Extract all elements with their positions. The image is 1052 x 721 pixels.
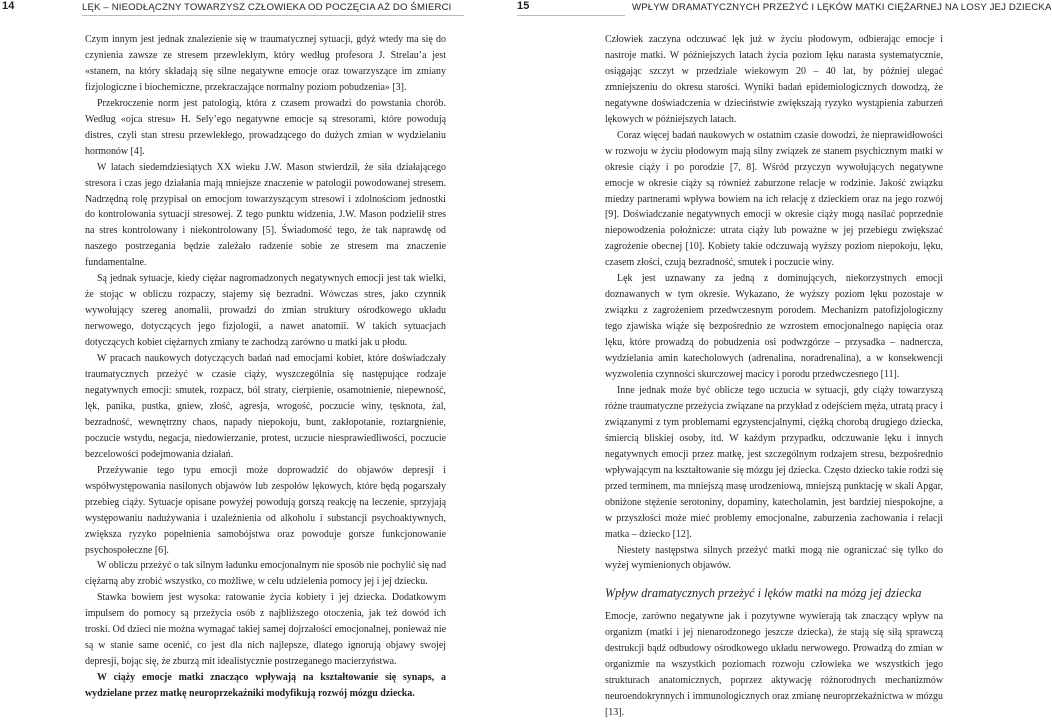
left-paragraph: Stawka bowiem jest wysoka: ratowanie życia kobiety i jej dziecka. Dodatkowym impulsem do pomocy są przeżycia osób z najbliższego otoczenia, jak też dowód ich troski. Od dzieci nie można wymagać takiej samej dojrzałości emocjonalnej, ponieważ nie są w stanie same ocenić, co jest dla nich najlepsze, dlatego ignorują objawy swojej depresji, bojąc się, że zburzą mit idealistycznie postrzeganego macierzyństwa. — [85, 592, 446, 668]
right-running-title: WPŁYW DRAMATYCZNYCH PRZEŻYĆ I LĘKÓW MATKI CIĘŻARNEJ NA LOSY JEJ DZIECKA — [632, 2, 1052, 13]
right-running-header — [492, 0, 1052, 15]
right-paragraph: Coraz więcej badań naukowych w ostatnim czasie dowodzi, że nieprawidłowości w rozwoju w życiu płodowym mają silny związek ze stanem psychicznym matki w okresie ciąży i po porodzie [7, 8]. Wśród przyczyn wywołujących negatywne emocje w okresie ciąży są również zaburzone relacje w rodzinie. Jakość związku miedzy partnerami wpływa bowiem na ich relację z dzieckiem oraz na jego rozwój [9]. Doświadczanie negatywnych emocji w okresie ciąży mogą nasilać poprzednie niepowodzenia położnicze: utrata ciąży lub poważne w jej przebiegu zwiększać zagrożenie obecnej [10]. Kobiety takie odczuwają wyższy poziom niepokoju, lęku, czasem złości, czują bezradność, smutek i poczucie winy. — [605, 129, 943, 269]
right-paragraph: Człowiek zaczyna odczuwać lęk już w życiu płodowym, odbierając emocje i nastroje matki. W późniejszych latach życia poziom lęku narasta systematycznie, osiągając szczyt w przedziale wiekowym 20 – 40 lat, by później ulegać zmniejszeniu do okresu starości. Wyniki badań epidemiologicznych dowodzą, że negatywne doświadczenia w dzieciństwie zwiększają ryzyko wystąpienia zaburzeń lękowych w późniejszych latach. — [605, 34, 943, 125]
left-paragraph: W latach siedemdziesiątych XX wieku J.W. Mason stwierdził, że siła działającego stresora i czas jego działania mają mniejsze znaczenie w patologii powodowanej stresem. Nadrzędną rolę przypisał on emocjom towarzyszącym stresowi i zdolnościom jednostki do kontrolowania sytuacji stresowej. Z tego punktu widzenia, J.W. Mason podzielił stres na stres kontrolowany i niekontrolowany [5]. Świadomość tego, że tak naprawdę od naszego postrzegania będzie zależało radzenie sobie ze stresem ma znaczenie fundamentalne. — [85, 161, 446, 269]
right-page-number: 15 — [517, 0, 530, 12]
left-paragraph: Przeżywanie tego typu emocji może doprowadzić do objawów depresji i współwystępowania nasilonych objawów lub zespołów lękowych, które będą pogarszały przebieg ciąży. Sytuacje opisane powyżej powodują gorszą reakcję na leczenie, sprzyjają występowaniu nadużywania i uzależnienia od alkoholu i substancji psychoaktywnych, zwiększa ryzyko popełnienia samobójstwa oraz powoduje gorsze funkcjonowanie psychospołeczne [6]. — [85, 464, 446, 556]
left-paragraph: Przekroczenie norm jest patologią, która z czasem prowadzi do powstania chorób. Według «ojca stresu» H. Sely’ego negatywne emocje są stresorami, które powodują distres, czyli stan stresu przewlekłego, prowadzącego do dużych zmian w wydzielaniu hormonów [4]. — [85, 97, 446, 157]
left-paragraph: Czym innym jest jednak znalezienie się w traumatycznej sytuacji, gdyż wtedy ma się do czynienia zawsze ze stresem przewlekłym, który według profesora J. Strelau’a jest «stanem, na który składają się silne negatywne emocje oraz towarzyszące im zmiany fizjologiczne i biochemiczne, przekraczające normalny poziom pobudzenia» [3]. — [85, 34, 446, 93]
right-paragraph: Emocje, zarówno negatywne jak i pozytywne wywierają tak znaczący wpływ na organizm (matki i jej nienarodzonego jeszcze dziecka), że stają się siłą sprawczą destrukcji bądź odbudowy ośrodkowego układu nerwowego. Prowadzą do zmian w organizmie na wszystkich poziomach rozwoju człowieka we wszystkich jego strukturach anatomicznych, poprzez aktywację różnorodnych mechanizmów neuroendokrynnych i immunologicznych oraz zmianę neuroprzekaźnictwa w mózgu [13]. — [605, 611, 943, 719]
right-header-rule — [517, 15, 625, 16]
left-page-body — [85, 32, 446, 702]
right-paragraph: Lęk jest uznawany za jedną z dominujących, niekorzystnych emocji doznawanych w tym okresie. Wykazano, że wyższy poziom lęku pozostaje w związku z zagrożeniem przedwczesnym porodem. Mechanizm patofizjologiczny tego zjawiska wiąże się bezpośrednio ze wzrostem emocjonalnego napięcia oraz lęku, które prowadzą do pobudzenia osi podwzgórze – przysadka – nadnercza, wydzielania amin katecholowych (adrenalina, noradrenalina), a w konsekwencji wyzwolenia czynności skurczowej macicy i porodu przedwczesnego [11]. — [605, 273, 943, 381]
left-page — [0, 0, 468, 700]
right-page-body — [605, 32, 943, 721]
section-heading: Wpływ dramatycznych przeżyć i lęków matki na mózg jej dziecka — [605, 586, 922, 601]
left-paragraph: W obliczu przeżyć o tak silnym ładunku emocjonalnym nie sposób nie pochylić się nad ciężarną aby zrobić wszystko, co możliwe, w celu udzielenia pomocy jej i jej dziecku. — [85, 560, 446, 588]
left-paragraph: Są jednak sytuacje, kiedy ciężar nagromadzonych negatywnych emocji jest tak wielki, że stojąc w obliczu rozpaczy, stajemy się bezradni. Wówczas stres, jako czynnik wywołujący szereg anomalii, prowadzi do zmian struktury ośrodkowego układu nerwowego, dotyczących jego fizjologii, a nawet anatomii. W takich sytuacjach dotyczących kobiet ciężarnych zmiany te zachodzą zarówno u matki jak u płodu. — [85, 273, 446, 349]
left-paragraph: W pracach naukowych dotyczących badań nad emocjami kobiet, które doświadczały traumatycznych przeżyć w czasie ciąży, wyszczególnia się następujące rodzaje negatywnych emocji: smutek, rozpacz, ból straty, cierpienie, osamotnienie, niepewność, lęk, panika, pustka, gniew, złość, agresja, wrogość, poczucie winy, tęsknota, żal, bezradność, wewnętrzny chaos, napady niepokoju, bunt, zakłopotanie, roztargnienie, poczucie wstydu, negacja, niedowierzanie, protest, uczucie niesprawiedliwości, poczucie bezcelowości podejmowania działań. — [85, 353, 446, 460]
left-header-rule — [82, 15, 464, 16]
right-paragraph: Niestety następstwa silnych przeżyć matki mogą nie ograniczać się tylko do wyżej wymienionych objawów. — [605, 544, 943, 572]
left-paragraph: W ciąży emocje matki znacząco wpływają na kształtowanie się synaps, a wydzielane przez matkę neuroprzekaźniki modyfikują rozwój mózgu dziecka. — [85, 672, 446, 700]
left-page-number: 14 — [2, 0, 15, 12]
right-paragraph: Inne jednak może być oblicze tego uczucia w sytuacji, gdy ciąży towarzyszą różne traumatyczne przeżycia związane na przykład z odejściem męża, utratą pracy i związanymi z tym problemami egzystencjalnymi, ciężką chorobą drugiego dziecka, śmiercią bliskiej osoby, itd. W każdym przypadku, odczuwanie lęku i innych negatywnych emocji przez matkę, jest szczególnym rodzajem stresu, bezpośrednio wpływającym na kształtowanie się mózgu jej dziecka. Często dziecko takie rodzi się przed terminem, ma mniejszą masę urodzeniową, mniejszą punktację w skali Apgar, obniżone stężenie serotoniny, dopaminy, katecholamin, jest bardziej niespokojne, a w przyszłości może mieć problemy emocjonalne, zaburzenia zachowania i relacji matka – dziecko [12]. — [605, 384, 943, 540]
left-running-header — [0, 1, 468, 15]
right-page — [492, 0, 1052, 719]
left-running-title: LĘK – NIEODŁĄCZNY TOWARZYSZ CZŁOWIEKA OD POCZĘCIA AŻ DO ŚMIERCI — [82, 2, 452, 13]
